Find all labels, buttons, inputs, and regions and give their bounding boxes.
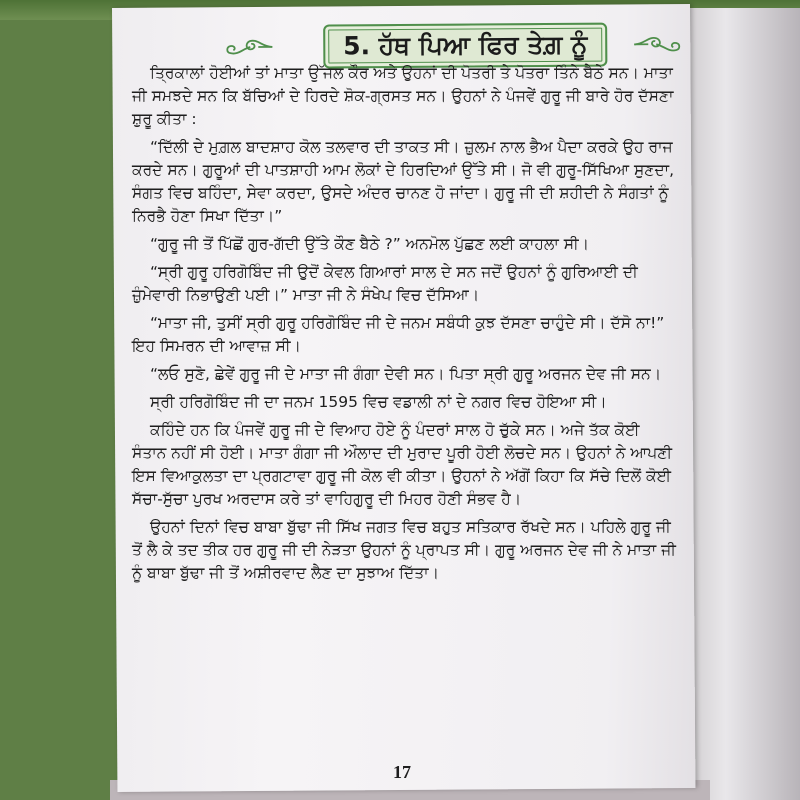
page-number: 17 [393, 762, 411, 782]
chapter-body [132, 62, 678, 590]
paragraph: “ਗੁਰੂ ਜੀ ਤੋਂ ਪਿੱਛੋਂ ਗੁਰ-ਗੱਦੀ ਉੱਤੇ ਕੌਣ ਬੈਠੇ ?” ਅਨਮੋਲ ਪੁੱਛਣ ਲਈ ਕਾਹਲਾ ਸੀ। [150, 235, 590, 253]
flourish-ornament-left [224, 35, 274, 59]
paragraph: ਉਹਨਾਂ ਦਿਨਾਂ ਵਿਚ ਬਾਬਾ ਬੁੱਢਾ ਜੀ ਸਿੱਖ ਜਗਤ ਵਿਚ ਬਹੁਤ ਸਤਿਕਾਰ ਰੱਖਦੇ ਸਨ। ਪਹਿਲੇ ਗੁਰੂ ਜੀ ਤੋਂ ਲੈ ਕੇ ਤਦ ਤੀਕ ਹਰ ਗੁਰੂ ਜੀ ਦੀ ਨੇੜਤਾ ਉਹਨਾਂ ਨੂੰ ਪ੍ਰਾਪਤ ਸੀ। ਗੁਰੂ ਅਰਜਨ ਦੇਵ ਜੀ ਨੇ ਮਾਤਾ ਜੀ ਨੂੰ ਬਾਬਾ ਬੁੱਢਾ ਜੀ ਤੋਂ ਅਸ਼ੀਰਵਾਦ ਲੈਣ ਦਾ ਸੁਝਾਅ ਦਿੱਤਾ। [132, 518, 676, 582]
chapter-title: 5. ਹੱਥ ਪਿਆ ਫਿਰ ਤੇਗ਼ ਨੂੰ [323, 23, 607, 69]
paragraph: “ਦਿੱਲੀ ਦੇ ਮੁਗ਼ਲ ਬਾਦਸ਼ਾਹ ਕੋਲ ਤਲਵਾਰ ਦੀ ਤਾਕਤ ਸੀ। ਜ਼ੁਲਮ ਨਾਲ ਭੈਅ ਪੈਦਾ ਕਰਕੇ ਉਹ ਰਾਜ ਕਰਦੇ ਸਨ। ਗੁਰੂਆਂ ਦੀ ਪਾਤਸ਼ਾਹੀ ਆਮ ਲੋਕਾਂ ਦੇ ਹਿਰਦਿਆਂ ਉੱਤੇ ਸੀ। ਜੋ ਵੀ ਗੁਰੂ-ਸਿੱਖਿਆ ਸੁਣਦਾ, ਸੰਗਤ ਵਿਚ ਬਹਿੰਦਾ, ਸੇਵਾ ਕਰਦਾ, ਉਸਦੇ ਅੰਦਰ ਚਾਨਣ ਹੋ ਜਾਂਦਾ। ਗੁਰੂ ਜੀ ਦੀ ਸ਼ਹੀਦੀ ਨੇ ਸੰਗਤਾਂ ਨੂੰ ਨਿਰਭੈ ਹੋਣਾ ਸਿਖਾ ਦਿੱਤਾ।” [132, 138, 675, 225]
paragraph: “ਲਓ ਸੁਣੋ, ਛੇਵੇਂ ਗੁਰੂ ਜੀ ਦੇ ਮਾਤਾ ਜੀ ਗੰਗਾ ਦੇਵੀ ਸਨ। ਪਿਤਾ ਸ੍ਰੀ ਗੁਰੂ ਅਰਜਨ ਦੇਵ ਜੀ ਸਨ। [150, 365, 662, 383]
paragraph: “ਸ੍ਰੀ ਗੁਰੂ ਹਰਿਗੋਬਿੰਦ ਜੀ ਉਦੋਂ ਕੇਵਲ ਗਿਆਰਾਂ ਸਾਲ ਦੇ ਸਨ ਜਦੋਂ ਉਹਨਾਂ ਨੂੰ ਗੁਰਿਆਈ ਦੀ ਜ਼ੁੰਮੇਵਾਰੀ ਨਿਭਾਉਣੀ ਪਈ।” ਮਾਤਾ ਜੀ ਨੇ ਸੰਖੇਪ ਵਿਚ ਦੱਸਿਆ। [132, 263, 638, 304]
paragraph: “ਮਾਤਾ ਜੀ, ਤੁਸੀਂ ਸ੍ਰੀ ਗੁਰੂ ਹਰਿਗੋਬਿੰਦ ਜੀ ਦੇ ਜਨਮ ਸਬੰਧੀ ਕੁਝ ਦੱਸਣਾ ਚਾਹੁੰਦੇ ਸੀ। ਦੱਸੋ ਨਾ!” ਇਹ ਸਿਮਰਨ ਦੀ ਆਵਾਜ਼ ਸੀ। [132, 314, 665, 355]
flourish-ornament-right [632, 32, 682, 56]
paragraph: ਕਹਿੰਦੇ ਹਨ ਕਿ ਪੰਜਵੇਂ ਗੁਰੂ ਜੀ ਦੇ ਵਿਆਹ ਹੋਏ ਨੂੰ ਪੰਦਰਾਂ ਸਾਲ ਹੋ ਚੁੱਕੇ ਸਨ। ਅਜੇ ਤੱਕ ਕੋਈ ਸੰਤਾਨ ਨਹੀਂ ਸੀ ਹੋਈ। ਮਾਤਾ ਗੰਗਾ ਜੀ ਔਲਾਦ ਦੀ ਮੁਰਾਦ ਪੂਰੀ ਹੋਈ ਲੋਚਦੇ ਸਨ। ਉਹਨਾਂ ਨੇ ਆਪਣੀ ਇਸ ਵਿਆਕੁਲਤਾ ਦਾ ਪ੍ਰਗਟਾਵਾ ਗੁਰੂ ਜੀ ਕੋਲ ਵੀ ਕੀਤਾ। ਉਹਨਾਂ ਨੇ ਅੱਗੋਂ ਕਿਹਾ ਕਿ ਸੱਚੇ ਦਿਲੋਂ ਕੋਈ ਸੱਚਾ-ਸੁੱਚਾ ਪੁਰਖ ਅਰਦਾਸ ਕਰੇ ਤਾਂ ਵਾਹਿਗੁਰੂ ਦੀ ਮਿਹਰ ਹੋਣੀ ਸੰਭਵ ਹੈ। [132, 421, 673, 508]
paragraph: ਤ੍ਰਿਕਾਲਾਂ ਹੋਈਆਂ ਤਾਂ ਮਾਤਾ ਉੱਜਲ ਕੌਰ ਅਤੇ ਉਹਨਾਂ ਦੀ ਪੋਤਰੀ ਤੇ ਪੋਤਰਾ ਤਿੰਨੇ ਬੈਠੇ ਸਨ। ਮਾਤਾ ਜੀ ਸਮਝਦੇ ਸਨ ਕਿ ਬੱਚਿਆਂ ਦੇ ਹਿਰਦੇ ਸ਼ੋਕ-ਗ੍ਰਸਤ ਸਨ। ਉਹਨਾਂ ਨੇ ਪੰਜਵੇਂ ਗੁਰੂ ਜੀ ਬਾਰੇ ਹੋਰ ਦੱਸਣਾ ਸ਼ੁਰੂ ਕੀਤਾ : [132, 64, 674, 128]
paragraph: ਸ੍ਰੀ ਹਰਿਗੋਬਿੰਦ ਜੀ ਦਾ ਜਨਮ 1595 ਵਿਚ ਵਡਾਲੀ ਨਾਂ ਦੇ ਨਗਰ ਵਿਚ ਹੋਇਆ ਸੀ। [150, 393, 607, 411]
